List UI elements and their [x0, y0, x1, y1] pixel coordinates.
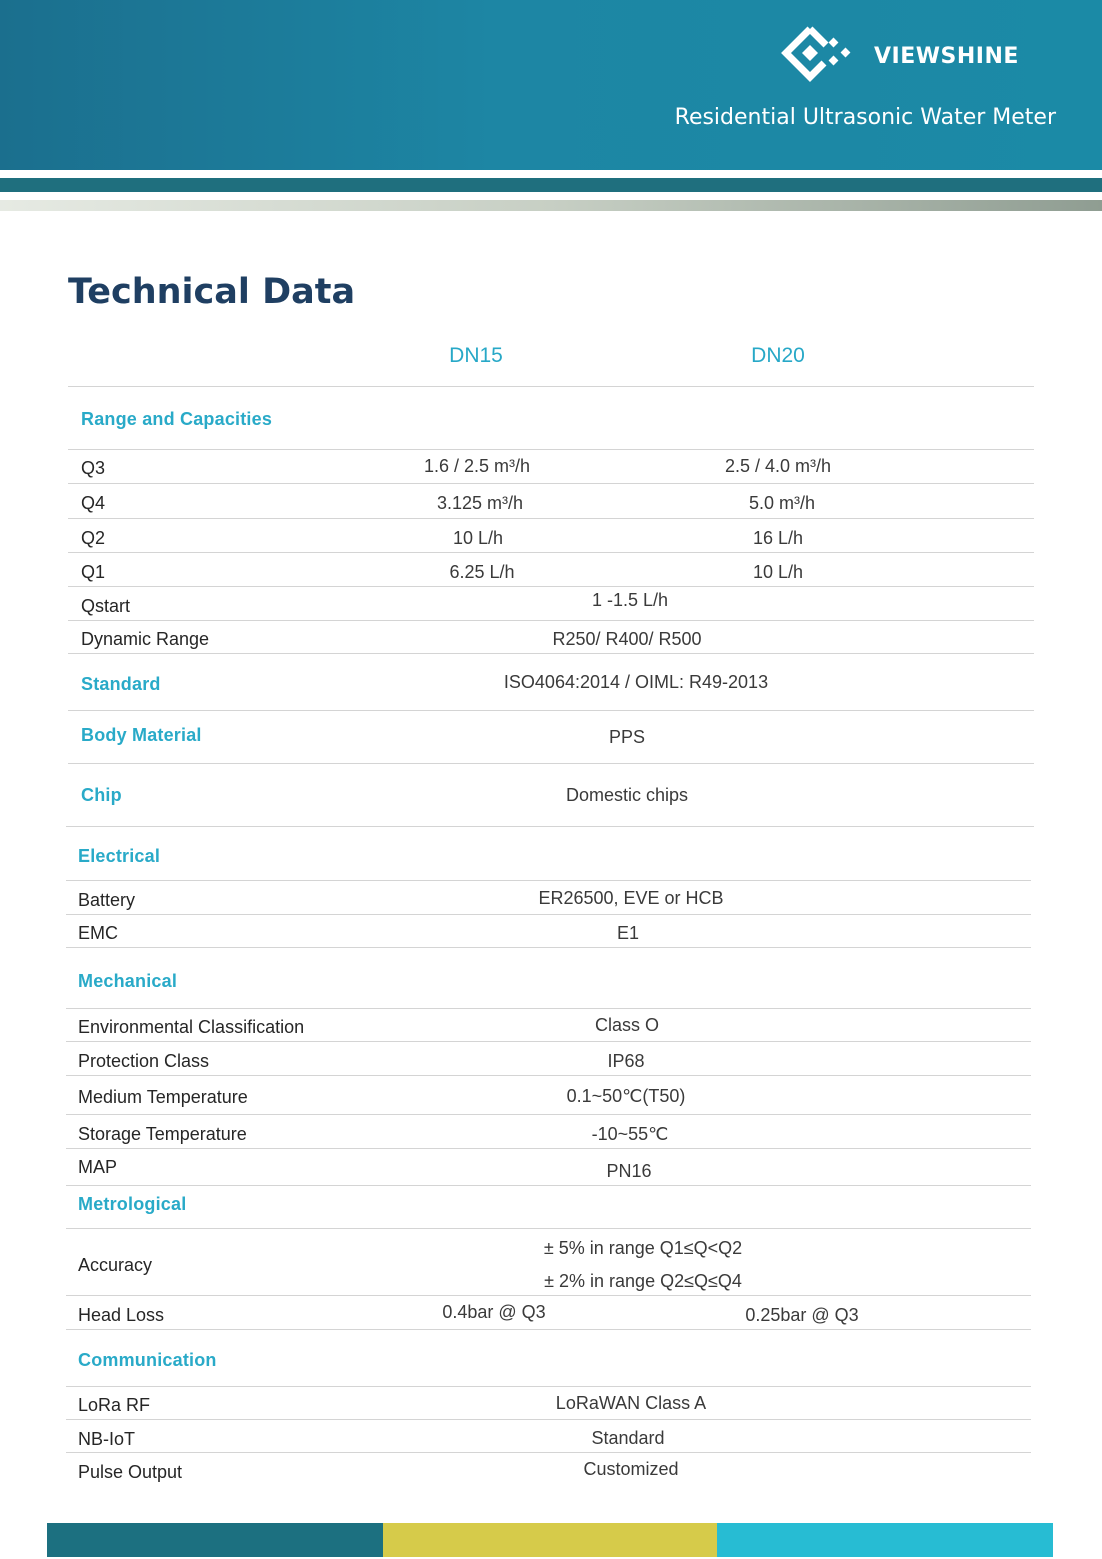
q4-dn20-value: 5.0 m³/h: [748, 493, 816, 513]
section-chip: Chip: [81, 785, 122, 805]
divider: [66, 947, 1031, 948]
divider: [68, 763, 1034, 764]
divider: [68, 483, 1034, 484]
storage-temperature-value: -10~55℃: [591, 1124, 669, 1144]
row-label-dynamic-range: Dynamic Range: [81, 629, 210, 649]
divider: [68, 552, 1034, 553]
divider: [66, 826, 1034, 827]
section-standard: Standard: [81, 674, 161, 694]
row-label-lora-rf: LoRa RF: [78, 1395, 151, 1415]
medium-temperature-value: 0.1~50℃(T50): [566, 1086, 686, 1106]
battery-value: ER26500, EVE or HCB: [538, 888, 724, 908]
body-material-value: PPS: [608, 727, 646, 747]
head-loss-dn20-value: 0.25bar @ Q3: [745, 1305, 859, 1325]
section-body-material: Body Material: [81, 725, 202, 745]
head-loss-dn15-value: 0.4bar @ Q3: [442, 1302, 546, 1322]
divider: [66, 914, 1031, 915]
accuracy-value-2: ± 2% in range Q2≤Q≤Q4: [544, 1271, 742, 1291]
header-banner: [0, 0, 1102, 170]
q2-dn20-value: 16 L/h: [752, 528, 804, 548]
q3-dn15-value: 1.6 / 2.5 m³/h: [423, 456, 531, 476]
section-electrical: Electrical: [78, 846, 161, 866]
viewshine-logo-icon: [780, 23, 852, 89]
section-range-and-capacities: Range and Capacities: [81, 409, 273, 429]
row-label-accuracy: Accuracy: [78, 1255, 153, 1275]
gradient-band: [0, 200, 1102, 211]
row-label-protection-class: Protection Class: [78, 1051, 210, 1071]
chip-value: Domestic chips: [565, 785, 689, 805]
divider: [68, 653, 1034, 654]
divider: [68, 449, 1034, 450]
column-header-dn20: DN20: [751, 344, 805, 367]
q1-dn20-value: 10 L/h: [752, 562, 804, 582]
brand-name: VIEWSHINE: [874, 43, 1019, 69]
divider: [68, 620, 1034, 621]
protection-class-value: IP68: [607, 1051, 645, 1071]
environmental-classification-value: Class O: [594, 1015, 660, 1035]
divider: [66, 1041, 1031, 1042]
section-communication: Communication: [78, 1350, 217, 1370]
divider: [68, 710, 1034, 711]
divider: [66, 1228, 1031, 1229]
divider: [66, 1114, 1031, 1115]
footer-bar-cyan: [717, 1523, 1053, 1557]
qstart-value: 1 -1.5 L/h: [591, 590, 669, 610]
row-label-head-loss: Head Loss: [78, 1305, 165, 1325]
brand: [780, 24, 1019, 88]
section-mechanical: Mechanical: [78, 971, 178, 991]
divider: [66, 1329, 1031, 1330]
q2-dn15-value: 10 L/h: [452, 528, 504, 548]
divider: [66, 1148, 1031, 1149]
row-label-qstart: Qstart: [81, 596, 131, 616]
q1-dn15-value: 6.25 L/h: [449, 562, 515, 582]
divider: [66, 1075, 1031, 1076]
column-header-dn15: DN15: [449, 344, 503, 367]
accuracy-value-1: ± 5% in range Q1≤Q<Q2: [543, 1238, 743, 1258]
product-subtitle: Residential Ultrasonic Water Meter: [674, 105, 1056, 130]
divider: [68, 386, 1034, 387]
row-label-q1: Q1: [81, 562, 106, 582]
section-metrological: Metrological: [78, 1194, 187, 1214]
page-title: Technical Data: [68, 272, 356, 312]
divider: [66, 1295, 1031, 1296]
divider: [66, 1008, 1031, 1009]
row-label-q3: Q3: [81, 458, 106, 478]
map-value: PN16: [606, 1161, 652, 1181]
standard-value: ISO4064:2014 / OIML: R49-2013: [503, 672, 769, 692]
lora-rf-value: LoRaWAN Class A: [555, 1393, 707, 1413]
divider: [68, 518, 1034, 519]
q3-dn20-value: 2.5 / 4.0 m³/h: [724, 456, 832, 476]
row-label-battery: Battery: [78, 890, 136, 910]
accent-band: [0, 178, 1102, 192]
nb-iot-value: Standard: [591, 1428, 665, 1448]
row-label-q2: Q2: [81, 528, 106, 548]
divider: [66, 1185, 1031, 1186]
divider: [66, 880, 1031, 881]
row-label-map: MAP: [78, 1157, 118, 1177]
row-label-medium-temperature: Medium Temperature: [78, 1087, 248, 1107]
row-label-pulse-output: Pulse Output: [78, 1462, 183, 1482]
row-label-q4: Q4: [81, 493, 106, 513]
divider: [68, 586, 1034, 587]
row-label-emc: EMC: [78, 923, 118, 943]
divider: [66, 1386, 1031, 1387]
footer-bar-yellow: [383, 1523, 717, 1557]
footer-bar-teal: [47, 1523, 383, 1557]
emc-value: E1: [616, 923, 640, 943]
row-label-nb-iot: NB-IoT: [78, 1429, 136, 1449]
dynamic-range-value: R250/ R400/ R500: [552, 629, 702, 649]
row-label-environmental-classification: Environmental Classification: [78, 1017, 305, 1037]
divider: [66, 1419, 1031, 1420]
row-label-storage-temperature: Storage Temperature: [78, 1124, 247, 1144]
q4-dn15-value: 3.125 m³/h: [436, 493, 524, 513]
divider: [66, 1452, 1031, 1453]
pulse-output-value: Customized: [583, 1459, 679, 1479]
